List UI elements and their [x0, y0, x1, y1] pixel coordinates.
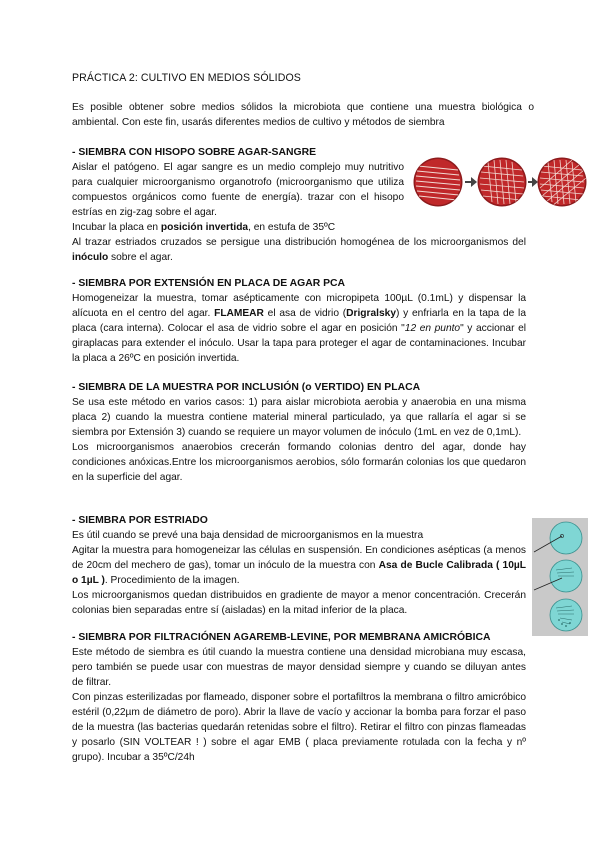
bold-text: Asa de Bucle Calibrada ( 10µL o 1µL )	[72, 560, 526, 586]
section-hisopo-text	[72, 160, 404, 235]
bold-text: Drigralsky	[346, 308, 396, 319]
streak-dishes-image	[532, 518, 588, 636]
section-heading: - SIEMBRA POR FILTRACIÓNEN AGAREMB-LEVINE, POR MEMBRANA AMICRÓBICA	[72, 632, 491, 643]
page-title: PRÁCTICA 2: CULTIVO EN MEDIOS SÓLIDOS	[72, 72, 301, 84]
text-run: Homogeneizar la muestra, tomar asépticamente con micropipeta 100µL (0.1mL) y dispensar la alícuota en el centro del agar.	[72, 293, 526, 319]
paragraph: Los microorganismos anaerobios crecerán formando colonias dentro del agar, donde hay condiciones anóxicas.Entre los microorganismos aerobios, sólo formarán colonias los que quedaron en la superficie del agar.	[72, 442, 526, 483]
paragraph: Con pinzas esterilizadas por flameado, disponer sobre el portafiltros la membrana o filtro amicróbico estéril (0,22µm de diámetro de poro). Abrir la llave de vacío y accionar la bomba para forzar el paso de la muestra (las bacterias quedarán retenidas sobre el filtro). Retirar el filtro con pinzas flameadas y posarlo (SIN VOLTEAR ! ) sobre el agar EMB ( placa previamente rotulada con la fecha y nº grupo). Incubar a 35ºC/24h	[72, 692, 526, 763]
paragraph: Los microorganismos quedan distribuidos en gradiente de mayor a menor concentración. Crecerán colonias bien separadas entre sí (aisladas) en la mitad inferior de la placa.	[72, 590, 526, 616]
paragraph	[72, 220, 404, 235]
section-filtracion	[72, 630, 526, 765]
bold-text: posición invertida	[160, 222, 249, 233]
paragraph: Es útil cuando se prevé una baja densidad de microorganismos en la muestra	[72, 530, 424, 541]
intro-paragraph: Es posible obtener sobre medios sólidos la microbiota que contiene una muestra biológica o ambiental. Con este fin, usarás diferentes medios de cultivo y métodos de siembra	[72, 102, 534, 128]
paragraph: Aislar el patógeno. El agar sangre es un medio complejo muy nutritivo para cualquier microorganismo organotrofo (microorganismo que utiliza compuestos orgánicos como fuente de energía). trazar con el hisopo estrías en zig-zag sobre el agar.	[72, 162, 404, 218]
paragraph	[72, 235, 526, 265]
plate-2	[478, 158, 527, 207]
bold-text: inóculo	[72, 252, 109, 263]
text-run: Al trazar estriados cruzados se persigue una distribución homogénea de los microorganismos del	[72, 237, 526, 248]
plate-3	[538, 158, 587, 207]
text-run: el asa de vidrio (	[263, 308, 347, 319]
section-heading: - SIEMBRA POR EXTENSIÓN EN PLACA DE AGAR PCA	[72, 278, 346, 289]
section-heading: - SIEMBRA CON HISOPO SOBRE AGAR-SANGRE	[72, 147, 317, 158]
text-run: . Procedimiento de la imagen.	[104, 575, 240, 586]
italic-text: 12 en punto	[404, 323, 461, 334]
dish-3	[550, 599, 582, 631]
bold-text: FLAMEAR	[214, 308, 264, 319]
text-run: ) y enfriarla en la tapa de la placa (cara interna). Colocar el asa de vidrio sobre el agar en posición "	[72, 308, 526, 334]
section-inclusion	[72, 380, 526, 485]
text-run: Agitar la muestra para homogeneizar las células en suspensión. En condiciones asépticas (a menos de 20cm del mechero de gas), tomar un inóculo de la muestra con	[72, 545, 526, 571]
plate-1	[414, 158, 463, 207]
paragraph: Este método de siembra es útil cuando la muestra contiene una densidad microbiana muy escasa, pero también se puede usar con muestras de mayor densidad siempre y cuando se diluyan antes de filtrar.	[72, 647, 526, 688]
text-run: " y accionar el giraplacas para extender el inóculo. Usar la tapa para proteger el agar de contaminaciones. Incubar la placa a 26ºC en posición invertida.	[72, 323, 527, 364]
text-run: sobre el agar.	[108, 252, 173, 263]
section-extension	[72, 276, 526, 366]
section-hisopo-text-2	[72, 235, 526, 265]
text-run: , en estufa de 35ºC	[248, 222, 336, 233]
paragraph	[72, 291, 526, 366]
arrow-icon	[528, 177, 538, 187]
section-estriado	[72, 513, 526, 618]
section-heading: - SIEMBRA DE LA MUESTRA POR INCLUSIÓN (o VERTIDO) EN PLACA	[72, 382, 421, 393]
text-run: Incubar la placa en	[72, 222, 161, 233]
paragraph: Se usa este método en varios casos: 1) para aislar microbiota aerobia y anaerobia en una misma placa 2) cuando la muestra contiene material mineral particulado, ya que rallaría el agar si se siembra por Extensión 3) cuando se requiere un mayor volumen de inóculo (1mL en vez de 0,1mL).	[72, 397, 526, 438]
section-heading: - SIEMBRA POR ESTRIADO	[72, 515, 208, 526]
paragraph	[72, 543, 526, 588]
blood-agar-plates-image	[412, 156, 588, 208]
arrow-icon	[465, 177, 477, 187]
